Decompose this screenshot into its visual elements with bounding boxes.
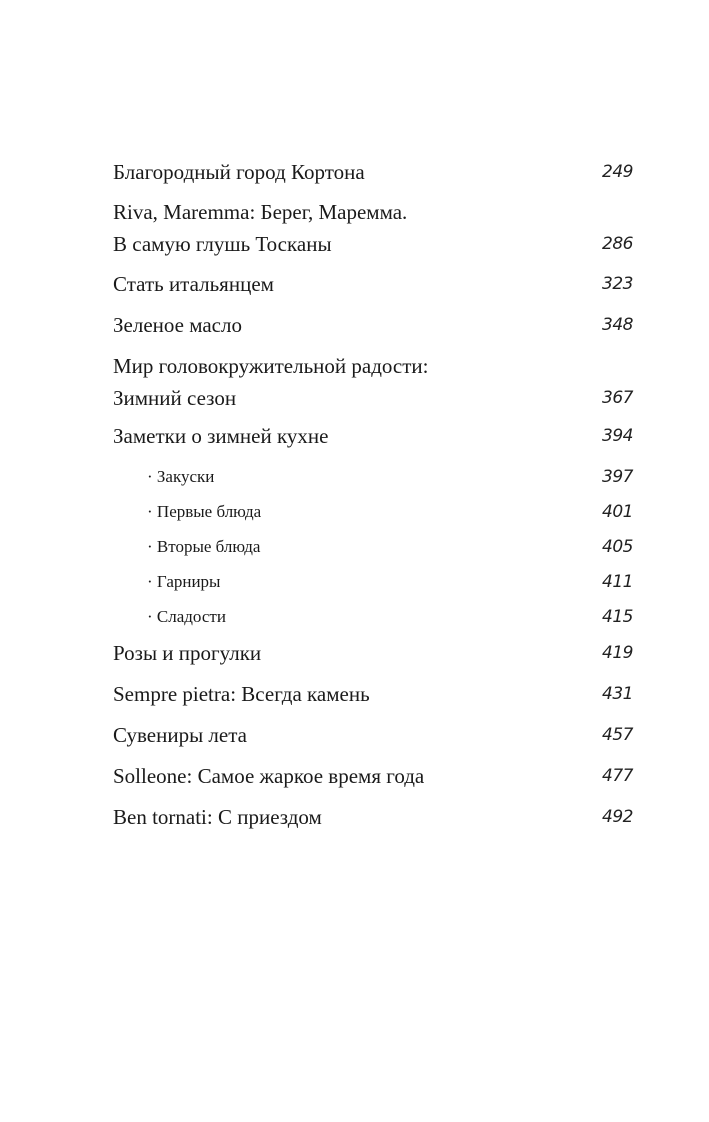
toc-entry-page-number: 431 [602,684,633,704]
toc-entry-title: Сувениры лета [113,723,247,747]
toc-entry-title: Solleone: Самое жаркое время года [113,764,425,788]
toc-entry-solleone[interactable] [113,760,633,792]
toc-entry-page-number: 394 [602,426,633,446]
toc-entry-page-number: 323 [602,274,633,294]
toc-subentry-title: · Сладости [147,607,226,626]
toc-subentry-title: · Первые блюда [147,502,262,521]
toc-entry-page-number: 367 [602,388,633,408]
toc-entry-page-number: 249 [602,162,633,182]
toc-entry-title: Заметки о зимней кухне [113,424,329,448]
toc-entry-roses-and-walks[interactable] [113,637,633,669]
toc-entry-page-number: 457 [602,725,633,745]
toc-entry-page-number: 492 [602,807,633,827]
toc-entry-page-number: 401 [602,502,633,522]
toc-entry-sempre-pietra[interactable] [113,678,633,710]
toc-subentry-title: · Гарниры [147,572,221,591]
toc-subentry-first-courses[interactable] [113,496,633,528]
toc-subentry-title: · Вторые блюда [147,537,261,556]
toc-entry-title-line-2: В самую глушь Тосканы [113,232,332,256]
toc-entry-ben-tornati[interactable] [113,801,633,833]
toc-subentry-appetizers[interactable] [113,461,633,493]
toc-entry-cortona[interactable] [113,156,633,188]
toc-entry-winter-season[interactable] [113,350,633,414]
toc-entry-page-number: 477 [602,766,633,786]
toc-entry-title: Розы и прогулки [113,641,262,665]
toc-entry-title: Зеленое масло [113,313,242,337]
toc-entry-title: Благородный город Кортона [113,160,365,184]
toc-entry-page-number: 419 [602,643,633,663]
toc-subentry-second-courses[interactable] [113,531,633,563]
toc-entry-title: Sempre pietra: Всегда камень [113,682,370,706]
toc-entry-summer-souvenirs[interactable] [113,719,633,751]
toc-subentry-title: · Закуски [147,467,215,486]
toc-entry-winter-kitchen-notes[interactable] [113,420,633,452]
toc-entry-page-number: 397 [602,467,633,487]
toc-subentry-desserts[interactable] [113,601,633,633]
toc-subentry-side-dishes[interactable] [113,566,633,598]
toc-entry-title: Стать итальянцем [113,272,274,296]
toc-entry-title-line-2: Зимний сезон [113,386,237,410]
toc-entry-page-number: 405 [602,537,633,557]
toc-entry-page-number: 348 [602,315,633,335]
toc-entry-become-italian[interactable] [113,268,633,300]
toc-entry-page-number: 286 [602,234,633,254]
toc-entry-page-number: 411 [602,572,633,592]
toc-entry-title-line-1: Riva, Maremma: Берег, Маремма. [113,200,408,224]
toc-entry-riva-maremma[interactable] [113,196,633,260]
toc-entry-title-line-1: Мир головокружительной радости: [113,354,429,378]
toc-entry-green-oil[interactable] [113,309,633,341]
toc-entry-title: Ben tornati: С приездом [113,805,322,829]
toc-entry-page-number: 415 [602,607,633,627]
